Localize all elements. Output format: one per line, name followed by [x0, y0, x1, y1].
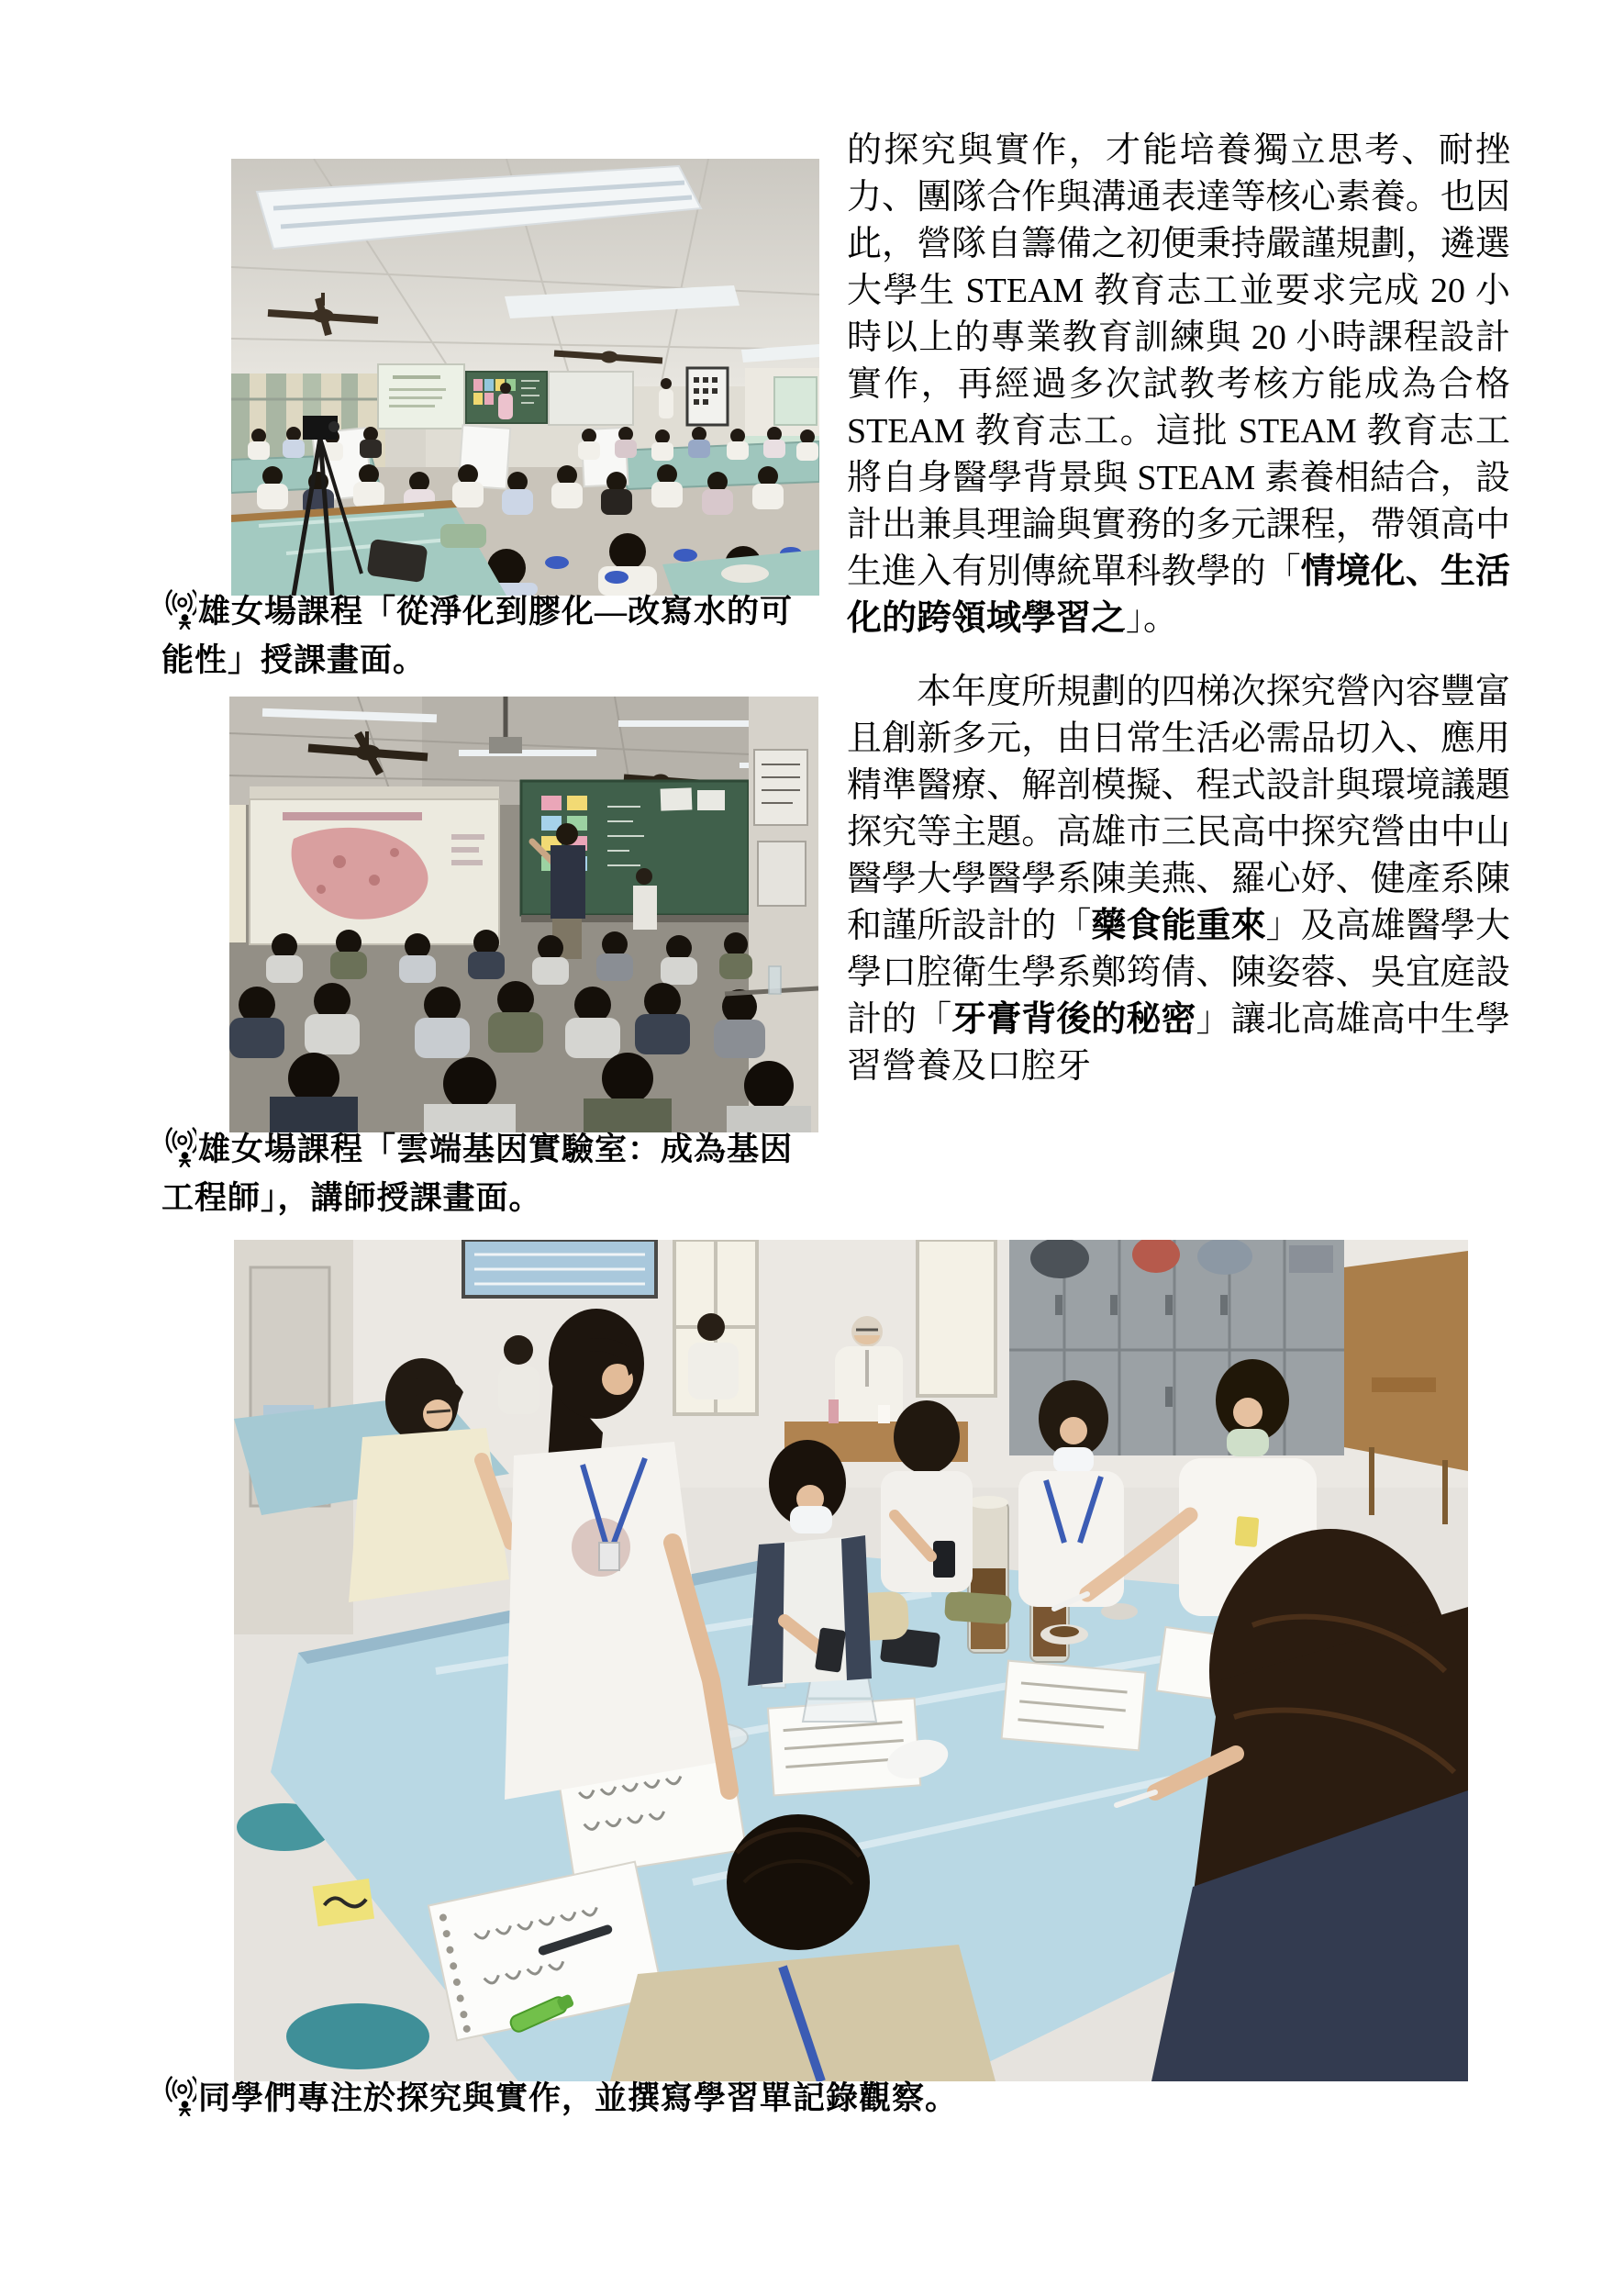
wall-poster-blue — [463, 1240, 656, 1297]
photo-classroom-lecture-1 — [231, 159, 819, 596]
water-bottle — [769, 966, 781, 994]
caption-text: 雄女場課程「雲端基因實驗室：成為基因工程師」，講師授課畫面。 — [161, 1132, 794, 1216]
photo-caption-3 — [161, 2072, 1391, 2123]
backpack — [1030, 1240, 1089, 1278]
photo-classroom-lecture-2 — [229, 697, 818, 1132]
projection-screen — [378, 364, 464, 429]
wooden-bench — [1344, 1251, 1468, 1471]
teacher-figure — [498, 383, 513, 419]
broadcast-person-icon — [161, 585, 196, 630]
broadcast-person-icon — [161, 2072, 196, 2116]
teal-stool — [286, 2003, 429, 2069]
wall-poster — [687, 368, 728, 425]
projection-screen — [250, 786, 499, 944]
paragraph: 本年度所規劃的四梯次探究營內容豐富且創新多元，由日常生活必需品切入、應用精準醫療、解剖模擬、程式設計與環境議題探究等主題。高雄市三民高中探究營由中山醫學大學醫學系陳美燕、羅心妤、健產系陳和謹所設計的「藥食能重來」及高雄醫學大學口腔衛生學系鄭筠倩、陳姿蓉、吳宜庭設計的「牙膏背後的秘密」讓北高雄高中生學習營養及口腔牙 — [847, 673, 1510, 1086]
assistant-figure — [659, 378, 673, 418]
body-text-column — [847, 128, 1510, 1090]
caption-text: 雄女場課程「從淨化到膠化—改寫水的可能性」授課畫面。 — [161, 594, 794, 678]
photo-students-labwork — [234, 1240, 1468, 2081]
caption-text: 同學們專注於探究與實作，並撰寫學習單記錄觀察。 — [198, 2080, 959, 2116]
broadcast-person-icon — [161, 1123, 196, 1167]
student-white-phone — [881, 1400, 973, 1592]
paragraph: 的探究與實作，才能培養獨立思考、耐挫力、團隊合作與溝通表達等核心素養。也因此，營隊自籌備之初便秉持嚴謹規劃，遴選大學生 STEAM 教育志工並要求完成 20 小時以上的專業教育訓練與 20 小時課程設計實作，再經過多次試教考核方能成為合格 STEAM 教育志工。這批 STEAM 教育志工將自身醫學背景與 STEAM 素養相結合，設計出兼具理論與實務的多元課程，帶領高中生進入有別傳統單科教學的「情境化、生活化的跨領域學習之」。 — [847, 131, 1510, 638]
photo-caption-2 — [161, 1123, 815, 1222]
pencil-case — [944, 1591, 1012, 1625]
photo-caption-1 — [161, 585, 815, 685]
sticky-note — [313, 1879, 375, 1926]
whiteboard — [549, 372, 633, 425]
